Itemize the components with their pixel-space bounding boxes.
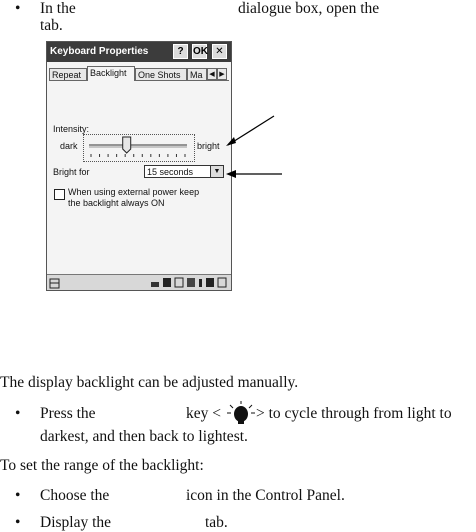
tab-repeat[interactable]: Repeat [49,68,87,80]
external-power-label-line1: When using external power keep [68,187,200,197]
bright-for-value: 15 seconds [147,167,194,177]
external-power-checkbox[interactable] [54,189,65,200]
backlight-key-icon [227,401,257,425]
chevron-down-icon[interactable]: ▼ [210,166,223,177]
bullet-marker: • [15,514,21,531]
slider-thumb-shape[interactable] [123,137,131,153]
bright-for-label: Bright for [53,167,90,177]
instruction-text-part2: dialogue box, open the [238,0,380,17]
bright-for-select[interactable] [144,165,224,178]
press-text-part3: > to cycle through from light to [256,405,452,422]
intensity-slider[interactable] [87,136,191,160]
tab-one-shots[interactable]: One Shots [135,68,187,80]
press-text-part1: Press the [40,405,96,422]
tab-panel-divider [49,80,229,81]
tab-scroll-right-icon[interactable]: ▶ [217,68,227,80]
bullet-marker: • [15,405,21,422]
intensity-label: Intensity: [53,124,90,134]
intensity-callout-arrowhead [226,137,236,146]
tab-more[interactable]: Ma [187,68,207,80]
bullet-marker: • [15,0,21,17]
choose-text-part1: Choose the [40,487,110,504]
bright-for-callout-arrowhead [226,170,236,178]
tab-scroll-left-icon[interactable]: ◀ [207,68,217,80]
display-text-part2: tab. [205,514,228,531]
dialog-title: Keyboard Properties [50,46,149,57]
press-text-part2: key < [186,405,221,422]
close-button[interactable]: ✕ [212,44,227,59]
press-text-part4: darkest, and then back to lightest. [40,428,248,445]
external-power-label-line2: the backlight always ON [68,198,165,208]
paragraph-set-range: To set the range of the backlight: [0,457,204,474]
paragraph-manual-adjust: The display backlight can be adjusted manually. [0,374,299,391]
ok-button[interactable]: OK [193,46,208,57]
taskbar [47,274,231,291]
keyboard-properties-dialog [46,41,232,291]
system-tray-icons [151,277,229,289]
choose-text-part2: icon in the Control Panel. [186,487,345,504]
tab-strip [49,66,229,80]
slider-thumb[interactable] [123,137,131,153]
instruction-text-part1: In the [40,0,76,17]
tab-backlight[interactable]: Backlight [87,66,135,81]
dialog-titlebar [47,42,231,62]
help-button[interactable]: ? [173,44,188,59]
display-text-part1: Display the [40,514,112,531]
instruction-text-line2: tab. [40,17,63,34]
bullet-marker: • [15,487,21,504]
callout-arrows [222,112,284,182]
bright-label: bright [197,141,220,151]
dark-label: dark [60,141,78,151]
start-icon[interactable] [49,277,61,289]
